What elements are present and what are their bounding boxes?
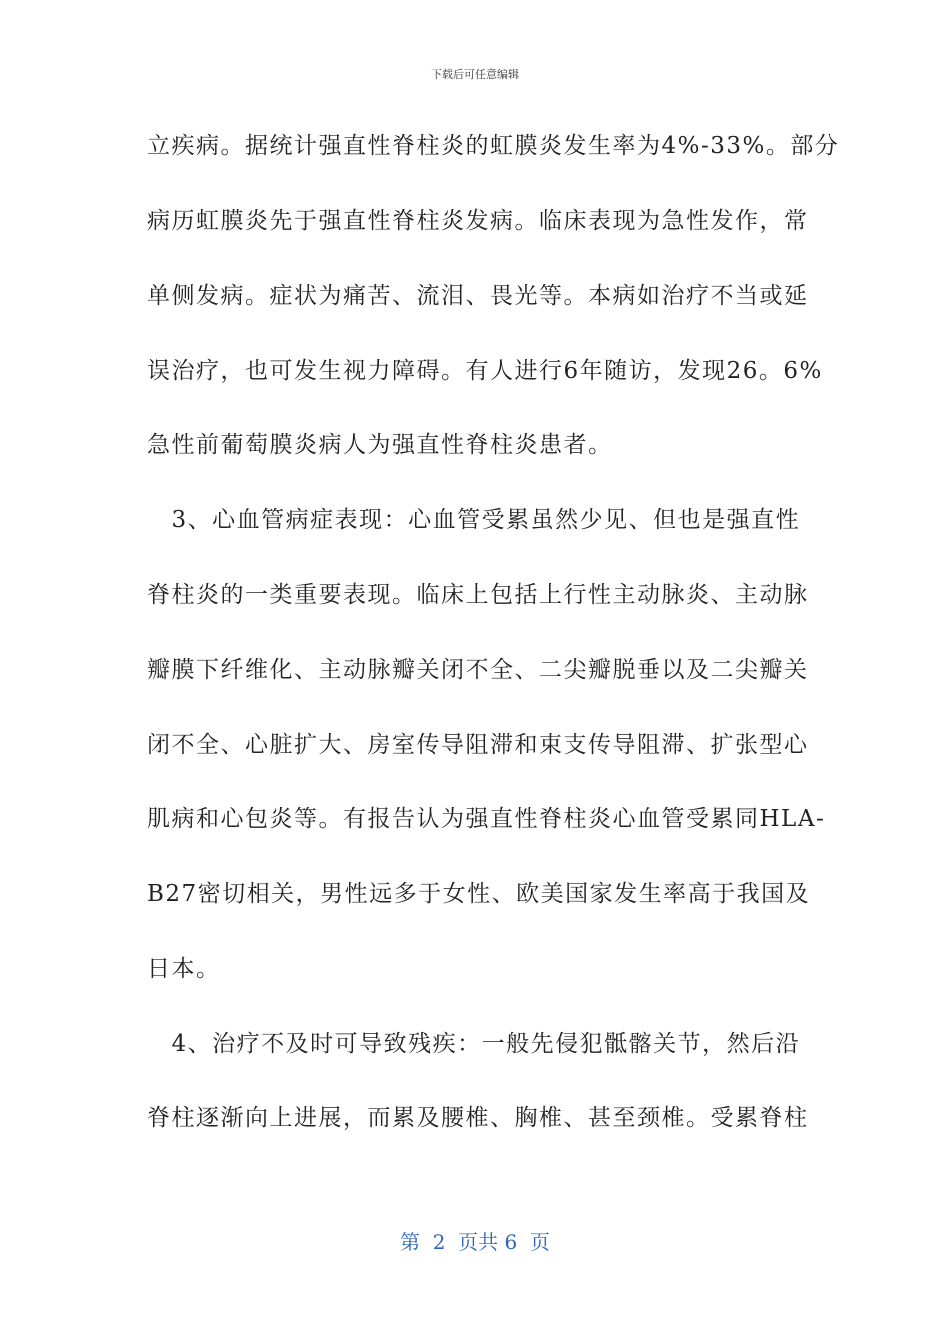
body-text-line: 脊柱逐渐向上进展，而累及腰椎、胸椎、甚至颈椎。受累脊柱: [147, 1105, 809, 1131]
body-text-line: 闭不全、心脏扩大、房室传导阻滞和束支传导阻滞、扩张型心: [147, 732, 809, 758]
body-text-line: 急性前葡萄膜炎病人为强直性脊柱炎患者。: [147, 432, 613, 458]
body-text-line: 日本。: [147, 956, 221, 982]
body-text-line: 瓣膜下纤维化、主动脉瓣关闭不全、二尖瓣脱垂以及二尖瓣关: [147, 657, 809, 683]
page-footer: 第 2 页共 6 页: [400, 1230, 550, 1254]
page-header: 下载后可任意编辑: [431, 68, 519, 81]
body-text-line: 肌病和心包炎等。有报告认为强直性脊柱炎心血管受累同HLA-: [147, 806, 826, 832]
body-text-line: 脊柱炎的一类重要表现。临床上包括上行性主动脉炎、主动脉: [147, 582, 809, 608]
body-text-line: 立疾病。据统计强直性脊柱炎的虹膜炎发生率为4%-33%。部分: [147, 133, 840, 159]
body-text-line: B27密切相关，男性远多于女性、欧美国家发生率高于我国及: [147, 881, 811, 907]
body-text-line: 误治疗，也可发生视力障碍。有人进行6年随访，发现26。6%: [147, 358, 823, 384]
body-text-line: 4、治疗不及时可导致残疾：一般先侵犯骶髂关节，然后沿: [147, 1031, 801, 1057]
body-text-line: 单侧发病。症状为痛苦、流泪、畏光等。本病如治疗不当或延: [147, 283, 809, 309]
body-text-line: 3、心血管病症表现：心血管受累虽然少见、但也是强直性: [147, 507, 801, 533]
body-text-line: 病历虹膜炎先于强直性脊柱炎发病。临床表现为急性发作，常: [147, 208, 809, 234]
